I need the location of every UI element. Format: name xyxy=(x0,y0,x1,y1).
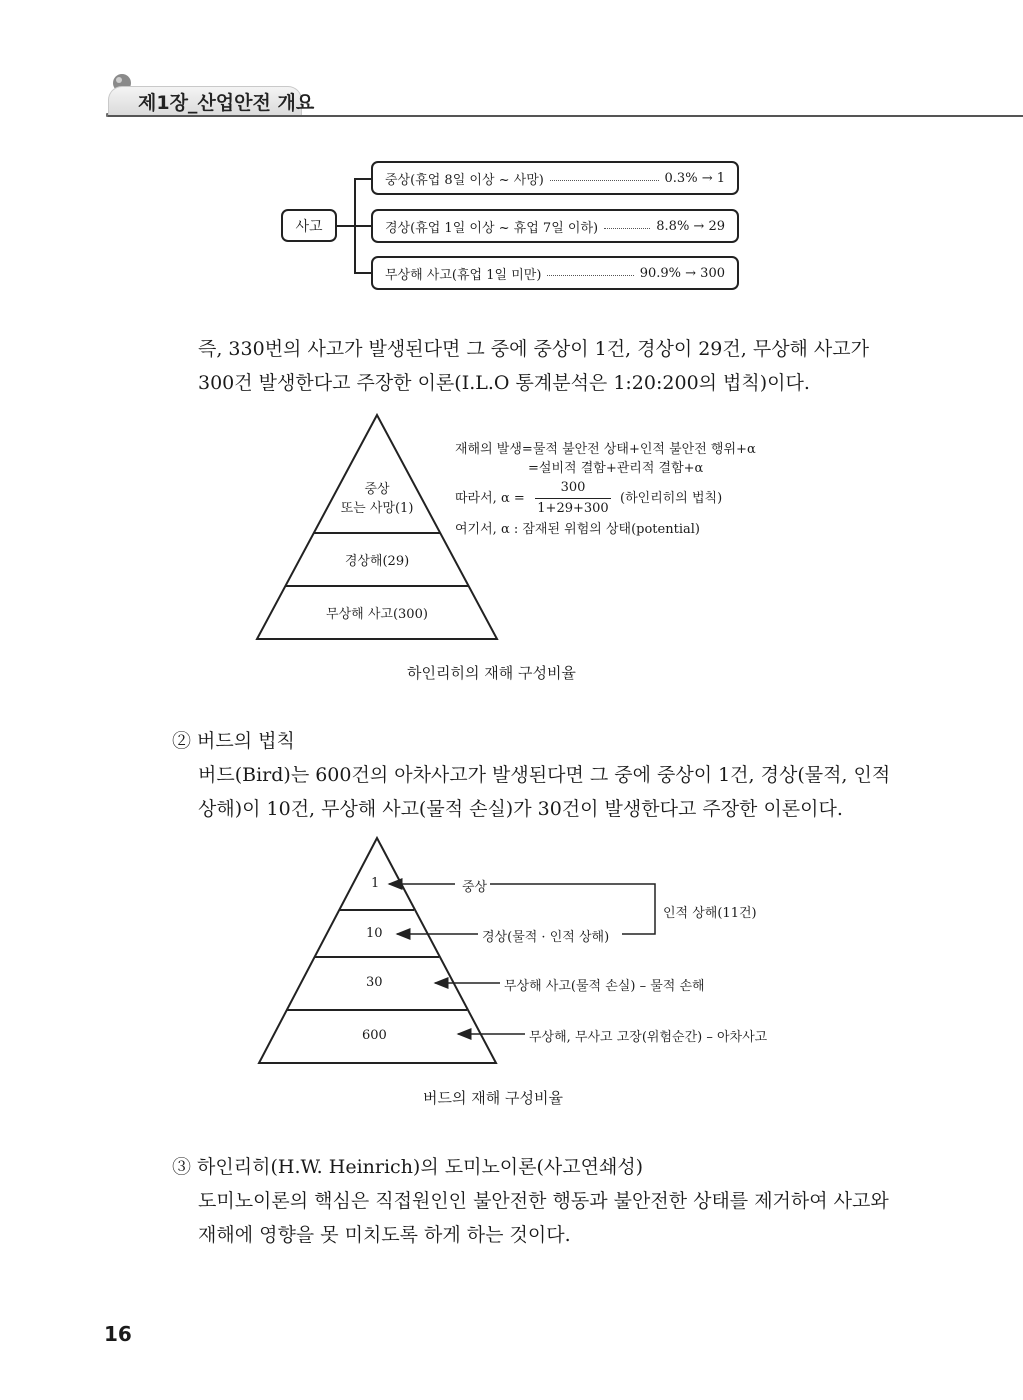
tree-item-label: 무상해 사고(휴업 1일 미만) xyxy=(385,267,542,283)
bird-label-minor: 경상(물적 · 인적 상해) xyxy=(482,930,610,945)
bird-label-severe: 중상 xyxy=(460,876,489,895)
formula-line: 재해의 발생=물적 불안전 상태+인적 불안전 행위+α xyxy=(455,442,756,457)
paragraph-line: 버드(Bird)는 600건의 아차사고가 발생된다면 그 중에 중상이 1건, 경상(물적, 인적 xyxy=(198,764,891,786)
domino-section xyxy=(172,1150,643,1184)
bird-bracket-label: 인적 상해(11건) xyxy=(663,906,757,921)
tree-item-label: 중상(휴업 8일 이상 ~ 사망) xyxy=(385,172,544,188)
paragraph-line: 재해에 영향을 못 미치도록 하게 하는 것이다. xyxy=(198,1224,571,1246)
formula-numerator: 300 xyxy=(560,480,586,495)
bird-level-10: 10 xyxy=(366,926,383,941)
formula-line: =설비적 결함+관리적 결함+α xyxy=(528,461,704,476)
paragraph-domino xyxy=(198,1184,889,1252)
formula-denominator: 1+29+300 xyxy=(537,501,609,516)
pyramid-level-line: 중상 xyxy=(364,482,390,497)
section-heading: ③ 하인리히(H.W. Heinrich)의 도미노이론(사고연쇄성) xyxy=(172,1156,644,1178)
heinrich-caption: 하인리히의 재해 구성비율 xyxy=(407,664,576,682)
tree-item-value: 0.3% → 1 xyxy=(664,170,725,186)
tree-item-label: 경상(휴업 1일 이상 ~ 휴업 7일 이하) xyxy=(385,220,599,236)
bird-level-1: 1 xyxy=(371,876,380,891)
formula-line: 여기서, α : 잠재된 위험의 상태(potential) xyxy=(455,522,700,537)
tree-item-value: 90.9% → 300 xyxy=(639,265,725,281)
pyramid-level-line: 또는 사망(1) xyxy=(340,501,414,516)
tree-root-label: 사고 xyxy=(295,218,323,235)
bird-caption: 버드의 재해 구성비율 xyxy=(423,1089,563,1107)
paragraph-line: 즉, 330번의 사고가 발생된다면 그 중에 중상이 1건, 경상이 29건, 무상해 사고가 xyxy=(198,338,869,360)
section-heading: ② 버드의 법칙 xyxy=(172,730,295,752)
bird-label-near-miss: 무상해, 무사고 고장(위험순간) – 아차사고 xyxy=(529,1030,768,1045)
paragraph-line: 상해)이 10건, 무상해 사고(물적 손실)가 30건이 발생한다고 주장한 이론이다. xyxy=(198,798,843,820)
paragraph-line: 도미노이론의 핵심은 직접원인인 불안전한 행동과 불안전한 상태를 제거하여 사고와 xyxy=(198,1190,889,1212)
bird-level-600: 600 xyxy=(362,1028,387,1043)
bird-level-30: 30 xyxy=(366,975,383,990)
formula-line: (하인리히의 법칙) xyxy=(620,491,723,506)
formula-line: 따라서, α = xyxy=(455,491,525,506)
pyramid-level-no-injury: 무상해 사고(300) xyxy=(326,607,428,622)
bird-label-property: 무상해 사고(물적 손실) – 물적 손해 xyxy=(504,979,705,994)
chapter-title: 제1장_산업안전 개요 xyxy=(138,92,315,114)
pyramid-level-minor: 경상해(29) xyxy=(344,554,410,569)
paragraph-line: 300건 발생한다고 주장한 이론(I.L.O 통계분석은 1:20:200의 법칙)이다. xyxy=(198,372,810,394)
tree-item-value: 8.8% → 29 xyxy=(656,218,725,234)
page-number: 16 xyxy=(104,1322,132,1346)
